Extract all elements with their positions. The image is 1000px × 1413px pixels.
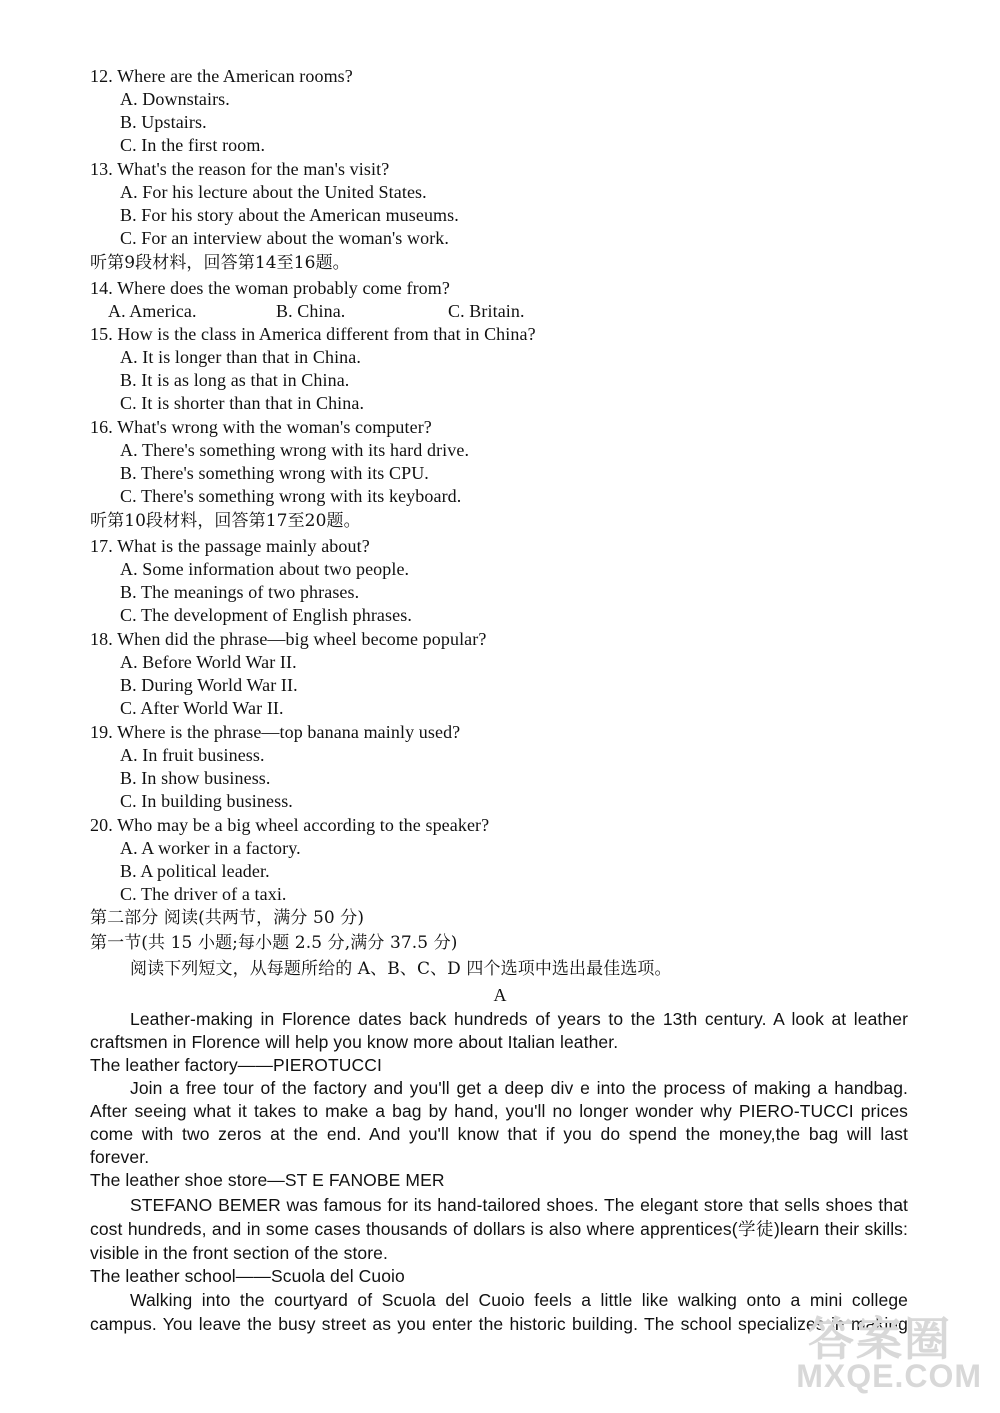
question-17: 17. What is the passage mainly about? [90,536,370,556]
option-19a: A. In fruit business. [120,745,265,765]
question-16: 16. What's wrong with the woman's computer? [90,417,432,437]
school-line-1: Walking into the courtyard of Scuola del Cuoio feels a little like walking onto a mini college [130,1290,908,1310]
option-18c: C. After World War II. [120,698,284,718]
watermark-logo [782,1303,982,1395]
option-20a: A. A worker in a factory. [120,838,301,858]
option-12a: A. Downstairs. [120,89,230,109]
option-14b: B. China. [276,301,346,321]
part-two-heading: 第二部分 阅读(共两节，满分 50 分) [90,908,365,928]
option-13b: B. For his story about the American museums. [120,205,459,225]
watermark-logo-text: 答案圈 [808,1313,952,1365]
option-17c: C. The development of English phrases. [120,605,412,625]
question-15: 15. How is the class in America different from that in China? [90,324,536,344]
listening-instruction-9: 听第9段材料，回答第14至16题。 [90,253,350,273]
heading-leather-factory: The leather factory——PIEROTUCCI [90,1055,382,1075]
option-20c: C. The driver of a taxi. [120,884,287,904]
reading-directions: 阅读下列短文，从每题所给的 A、B、C、D 四个选项中选出最佳选项。 [130,959,672,979]
shoe-store-line-1: STEFANO BEMER was famous for its hand-tailored shoes. The elegant store that sells shoes that [130,1195,908,1215]
heading-shoe-store: The leather shoe store—ST E FANOBE MER [90,1170,445,1190]
option-16b: B. There's something wrong with its CPU. [120,463,429,483]
shoe-store-line-2: cost hundreds, and in some cases thousands of dollars is also where apprentices(学徒)learn their skills: [90,1219,908,1239]
question-13: 13. What's the reason for the man's visit? [90,159,390,179]
option-18a: A. Before World War II. [120,652,297,672]
shoe-store-line-3: visible in the front section of the store. [90,1243,388,1263]
option-18b: B. During World War II. [120,675,298,695]
factory-line-2: After seeing what it takes to make a bag by hand, you'll no longer wonder why PIERO-TUCCI prices [90,1101,908,1121]
question-18: 18. When did the phrase—big wheel become popular? [90,629,487,649]
passage-label: A [493,985,507,1005]
option-15a: A. It is longer than that in China. [120,347,361,367]
option-13a: A. For his lecture about the United States. [120,182,427,202]
option-16c: C. There's something wrong with its keyboard. [120,486,462,506]
options-14 [108,300,525,323]
question-19: 19. Where is the phrase—top banana mainly used? [90,722,461,742]
question-14: 14. Where does the woman probably come from? [90,278,450,298]
watermark-url: MXQE.COM [796,1358,982,1394]
factory-line-1: Join a free tour of the factory and you'll get a deep div e into the process of making a handbag. [130,1078,908,1098]
option-15b: B. It is as long as that in China. [120,370,350,390]
option-16a: A. There's something wrong with its hard drive. [120,440,470,460]
listening-instruction-10: 听第10段材料，回答第17至20题。 [90,511,361,531]
option-20b: B. A political leader. [120,861,270,881]
option-19b: B. In show business. [120,768,271,788]
passage-intro-line-1: Leather-making in Florence dates back hundreds of years to the 13th century. A look at leather [130,1009,908,1029]
section-one-heading: 第一节(共 15 小题;每小题 2.5 分,满分 37.5 分) [90,933,458,953]
option-14a: A. America. [108,301,197,321]
option-14c: C. Britain. [448,301,525,321]
option-17b: B. The meanings of two phrases. [120,582,360,602]
option-17a: A. Some information about two people. [120,559,410,579]
factory-line-3: come with two zeros at the end. And you'll know that if you do spend the money,the bag will last [90,1124,908,1144]
passage-intro-line-2: craftsmen in Florence will help you know more about Italian leather. [90,1032,619,1052]
heading-leather-school: The leather school——Scuola del Cuoio [90,1266,405,1286]
school-line-2: campus. You leave the busy street as you enter the historic building. The school specializes in making [90,1314,908,1334]
factory-line-4: forever. [90,1147,150,1167]
option-15c: C. It is shorter than that in China. [120,393,365,413]
option-12b: B. Upstairs. [120,112,207,132]
option-12c: C. In the first room. [120,135,266,155]
option-13c: C. For an interview about the woman's work. [120,228,449,248]
question-12: 12. Where are the American rooms? [90,66,353,86]
question-20: 20. Who may be a big wheel according to the speaker? [90,815,490,835]
option-19c: C. In building business. [120,791,293,811]
